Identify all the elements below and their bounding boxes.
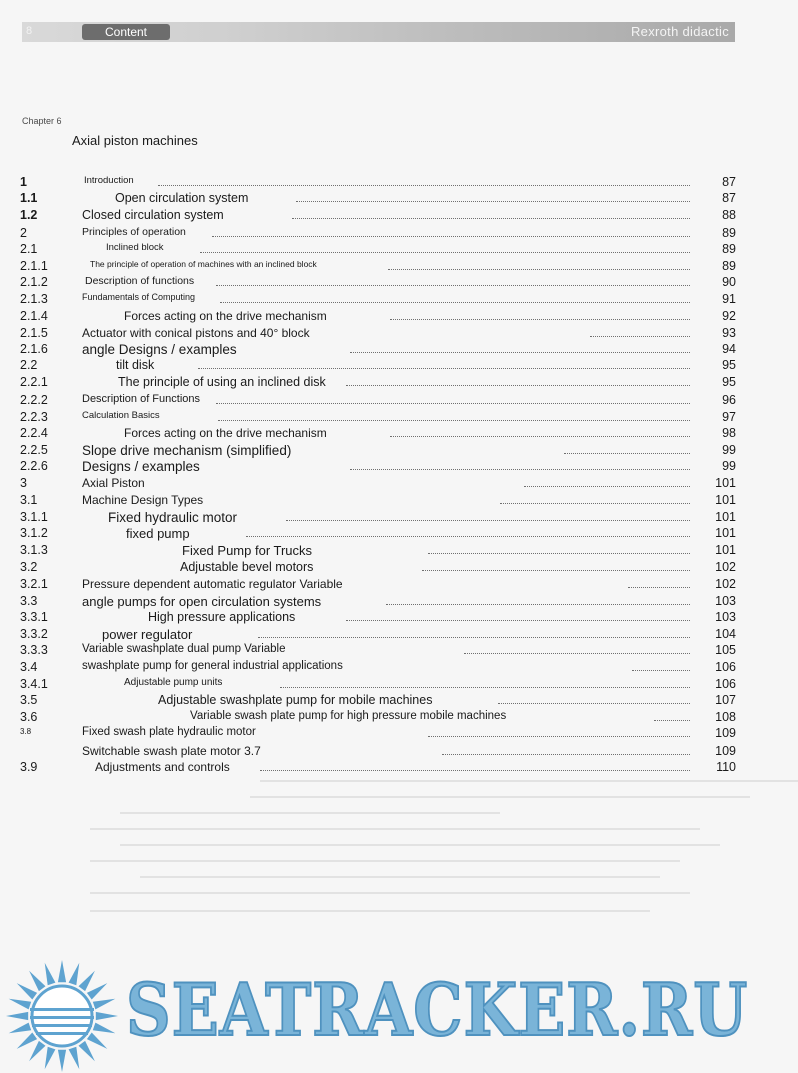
toc-entry[interactable] (0, 575, 798, 592)
toc-leader-dots (442, 754, 690, 755)
toc-entry[interactable] (0, 758, 798, 775)
toc-entry-title: Adjustable swashplate pump for mobile machines (158, 693, 433, 707)
toc-leader-dots (632, 670, 690, 671)
header-bar (22, 22, 735, 42)
toc-entry-number: 3.1 (20, 493, 38, 507)
toc-entry[interactable] (0, 491, 798, 508)
toc-entry-title: The principle of using an inclined disk (118, 375, 326, 389)
toc-entry-page: 102 (715, 577, 736, 591)
toc-entry[interactable] (0, 441, 798, 458)
toc-entry-number: 3 (20, 476, 27, 490)
page-number: 8 (26, 25, 33, 37)
toc-entry-title: Actuator with conical pistons and 40° block (82, 326, 310, 340)
toc-entry-page: 108 (715, 710, 736, 724)
toc-entry-page: 87 (722, 175, 736, 189)
toc-leader-dots (628, 587, 690, 588)
toc-entry-number: 3.1.1 (20, 510, 48, 524)
toc-entry-number: 3.3.2 (20, 627, 48, 641)
toc-entry-number: 2.2 (20, 358, 38, 372)
sun-ray (69, 1047, 80, 1070)
toc-entry-page: 109 (715, 744, 736, 758)
toc-leader-dots (350, 469, 690, 470)
toc-leader-dots (346, 385, 690, 386)
toc-leader-dots (390, 436, 690, 437)
sun-ray (79, 971, 95, 991)
toc-entry-page: 95 (722, 375, 736, 389)
toc-entry-title: Fixed swash plate hydraulic motor (82, 726, 256, 738)
toc-entry-number: 3.2.1 (20, 577, 48, 591)
toc-entry-title: Designs / examples (82, 459, 200, 474)
toc-entry-title: angle Designs / examples (82, 342, 237, 357)
toc-entry[interactable] (0, 592, 798, 609)
toc-entry[interactable] (0, 608, 798, 625)
sun-ray (87, 983, 107, 999)
tab-content[interactable]: Content (82, 24, 170, 40)
toc-entry[interactable] (0, 307, 798, 324)
toc-entry-number: 3.1.2 (20, 526, 48, 540)
toc-entry-title: Description of Functions (82, 393, 200, 405)
toc-entry-page: 101 (715, 543, 736, 557)
sun-ray (69, 963, 80, 986)
toc-entry-page: 106 (715, 677, 736, 691)
toc-entry-page: 102 (715, 560, 736, 574)
toc-entry[interactable] (0, 273, 798, 290)
toc-leader-dots (428, 553, 690, 554)
toc-entry-title: Pressure dependent automatic regulator Variable (82, 577, 343, 591)
toc-entry-page: 107 (715, 693, 736, 707)
toc-entry[interactable] (0, 224, 798, 241)
sun-ray (6, 1012, 28, 1020)
toc-leader-dots (216, 403, 690, 404)
toc-entry-page: 103 (715, 610, 736, 624)
toc-entry-number: 2.2.2 (20, 393, 48, 407)
toc-leader-dots (590, 336, 690, 337)
toc-leader-dots (158, 185, 690, 186)
toc-entry-title: Description of functions (85, 275, 195, 287)
toc-entry[interactable] (0, 257, 798, 274)
toc-entry[interactable] (0, 558, 798, 575)
toc-entry-page: 101 (715, 476, 736, 490)
toc-entry-number: 2.2.1 (20, 375, 48, 389)
sun-ray (93, 999, 116, 1010)
sun-ray (45, 963, 56, 986)
toc-entry[interactable] (0, 524, 798, 541)
toc-entry[interactable] (0, 340, 798, 357)
bleed-through-line (250, 796, 750, 798)
sun-ray (58, 1050, 66, 1072)
toc-entry-number: 2.1.6 (20, 342, 48, 356)
toc-entry[interactable] (0, 391, 798, 408)
sun-ray (9, 999, 32, 1010)
toc-leader-dots (564, 453, 690, 454)
toc-entry-page: 109 (715, 726, 736, 740)
toc-entry-title: power regulator (102, 627, 193, 642)
toc-entry[interactable] (0, 356, 798, 373)
toc-entry-number: 2.1.5 (20, 326, 48, 340)
toc-entry-number: 3.9 (20, 760, 38, 774)
toc-entry[interactable] (0, 373, 798, 390)
toc-leader-dots (198, 368, 690, 369)
toc-entry-title: High pressure applications (148, 610, 296, 624)
toc-entry-title: Introduction (84, 175, 134, 186)
toc-entry[interactable] (0, 408, 798, 425)
bleed-through-line (90, 828, 700, 830)
sun-ray (29, 971, 45, 991)
toc-entry[interactable] (0, 474, 798, 491)
bleed-through-line (90, 892, 690, 894)
toc-entry[interactable] (0, 173, 798, 190)
toc-entry-title: angle pumps for open circulation systems (82, 594, 322, 609)
toc-leader-dots (498, 703, 690, 704)
toc-entry-title: Axial Piston (82, 476, 145, 490)
brand-label: Rexroth didactic (630, 24, 729, 39)
toc-entry-title: fixed pump (126, 526, 190, 541)
sun-ray (29, 1041, 45, 1061)
toc-leader-dots (390, 319, 690, 320)
toc-entry-title: Fixed hydraulic motor (108, 510, 238, 525)
toc-leader-dots (218, 420, 690, 421)
toc-entry-title: Inclined block (106, 242, 164, 253)
sun-ray (9, 1023, 32, 1034)
toc-entry[interactable] (0, 708, 798, 725)
toc-entry[interactable] (0, 508, 798, 525)
toc-entry[interactable] (0, 324, 798, 341)
sun-ray (58, 960, 66, 982)
toc-entry-page: 94 (722, 342, 736, 356)
toc-entry-page: 89 (722, 259, 736, 273)
toc-leader-dots (200, 252, 690, 253)
toc-entry-number: 2.1.4 (20, 309, 48, 323)
toc-entry-page: 88 (722, 208, 736, 222)
toc-entry[interactable] (0, 189, 798, 206)
toc-entry[interactable] (0, 675, 798, 692)
toc-entry-number: 2.2.5 (20, 443, 48, 457)
toc-entry-title: Slope drive mechanism (simplified) (82, 443, 292, 458)
toc-leader-dots (428, 736, 690, 737)
toc-leader-dots (422, 570, 690, 571)
toc-leader-dots (500, 503, 690, 504)
toc-entry-number: 2.2.3 (20, 410, 48, 424)
toc-leader-dots (212, 236, 690, 237)
toc-entry-number: 3.5 (20, 693, 38, 707)
toc-entry-title: Adjustable bevel motors (180, 560, 314, 574)
bleed-through-line (260, 780, 798, 782)
toc-entry-page: 99 (722, 443, 736, 457)
toc-leader-dots (258, 637, 690, 638)
toc-entry-title: Adjustments and controls (95, 760, 230, 774)
toc-entry-page: 92 (722, 309, 736, 323)
toc-leader-dots (654, 720, 690, 721)
toc-leader-dots (216, 285, 690, 286)
toc-leader-dots (246, 536, 690, 537)
toc-entry-title: Principles of operation (82, 226, 186, 238)
toc-entry-number: 3.3.3 (20, 643, 48, 657)
toc-entry-page: 98 (722, 426, 736, 440)
toc-leader-dots (286, 520, 690, 521)
toc-entry[interactable] (0, 541, 798, 558)
toc-entry-page: 101 (715, 526, 736, 540)
sun-logo-icon (0, 958, 125, 1073)
toc-entry[interactable] (0, 424, 798, 441)
toc-entry-number: 3.4.1 (20, 677, 48, 691)
bleed-through-line (90, 910, 650, 912)
bleed-through-line (140, 876, 660, 878)
toc-entry[interactable] (0, 290, 798, 307)
toc-entry[interactable] (0, 625, 798, 642)
bleed-through-line (120, 844, 720, 846)
toc-entry-number: 2.2.6 (20, 459, 48, 473)
toc-entry-page: 91 (722, 292, 736, 306)
toc-leader-dots (524, 486, 690, 487)
toc-entry-title: swashplate pump for general industrial applications (82, 660, 343, 672)
toc-entry-title: Forces acting on the drive mechanism (124, 309, 327, 323)
toc-entry[interactable] (0, 742, 798, 759)
toc-leader-dots (220, 302, 690, 303)
sun-ray (96, 1012, 118, 1020)
toc-entry-title: Variable swashplate dual pump Variable (82, 643, 286, 655)
toc-entry-page: 104 (715, 627, 736, 641)
toc-entry[interactable] (0, 641, 798, 658)
toc-entry-number: 3.4 (20, 660, 38, 674)
toc-entry-page: 101 (715, 510, 736, 524)
toc-entry-number: 3.1.3 (20, 543, 48, 557)
toc-leader-dots (280, 687, 690, 688)
toc-leader-dots (350, 352, 690, 353)
toc-entry[interactable] (0, 240, 798, 257)
toc-entry-title: tilt disk (116, 358, 155, 372)
toc-leader-dots (386, 604, 690, 605)
toc-entry-title: Closed circulation system (82, 208, 224, 222)
toc-entry-title: Open circulation system (115, 191, 249, 205)
toc-leader-dots (346, 620, 690, 621)
toc-entry-title: Variable swash plate pump for high pressure mobile machines (190, 710, 507, 722)
toc-leader-dots (260, 770, 690, 771)
toc-entry-number: 3.3.1 (20, 610, 48, 624)
toc-entry-title: Fixed Pump for Trucks (182, 543, 313, 558)
toc-entry-page: 97 (722, 410, 736, 424)
chapter-title: Axial piston machines (72, 133, 198, 148)
toc-entry-title: Adjustable pump units (124, 677, 223, 688)
toc-entry-page: 105 (715, 643, 736, 657)
toc-entry-title: Fundamentals of Computing (82, 292, 196, 302)
sun-ray (45, 1047, 56, 1070)
toc-entry[interactable] (0, 658, 798, 675)
toc-leader-dots (292, 218, 690, 219)
toc-entry-number: 1.2 (20, 208, 38, 222)
toc-entry-page: 89 (722, 226, 736, 240)
toc-entry-page: 87 (722, 191, 736, 205)
bleed-through-line (90, 860, 680, 862)
watermark-wordmark: SEATRACKER.RU (126, 967, 749, 1052)
toc-entry-title: Forces acting on the drive mechanism (124, 426, 327, 440)
toc-entry[interactable] (0, 206, 798, 223)
toc-entry-page: 90 (722, 275, 736, 289)
toc-entry-number: 2 (20, 226, 27, 240)
toc-entry-page: 93 (722, 326, 736, 340)
toc-entry-page: 99 (722, 459, 736, 473)
toc-entry-page: 106 (715, 660, 736, 674)
sun-ray (17, 983, 37, 999)
toc-entry-number: 2.1.3 (20, 292, 48, 306)
chapter-label: Chapter 6 (22, 116, 62, 126)
toc-leader-dots (464, 653, 690, 654)
toc-entry-number: 3.3 (20, 594, 38, 608)
toc-leader-dots (388, 269, 690, 270)
toc-entry-page: 110 (716, 760, 736, 774)
toc-entry-title: Calculation Basics (82, 410, 160, 421)
toc-entry[interactable] (0, 691, 798, 708)
toc-entry-page: 101 (715, 493, 736, 507)
toc-entry-page: 95 (722, 358, 736, 372)
toc-entry-number: 2.1 (20, 242, 38, 256)
sun-ray (87, 1033, 107, 1049)
toc-entry[interactable] (0, 724, 798, 741)
toc-entry-title: Switchable swash plate motor 3.7 (82, 744, 261, 758)
toc-entry-number: 3.2 (20, 560, 38, 574)
toc-leader-dots (296, 201, 690, 202)
toc-entry-number: 1.1 (20, 191, 38, 205)
toc-entry-page: 103 (715, 594, 736, 608)
toc-entry-number: 2.1.1 (20, 259, 48, 273)
toc-entry-title: The principle of operation of machines with an inclined block (90, 259, 317, 269)
toc-entry-number: 3.8 (20, 727, 32, 736)
toc-entry-title: Machine Design Types (82, 493, 204, 507)
toc-entry-number: 2.1.2 (20, 275, 48, 289)
sun-ray (17, 1033, 37, 1049)
toc-entry-number: 1 (20, 175, 27, 189)
toc-entry-number: 3.6 (20, 710, 38, 724)
sun-ray (79, 1041, 95, 1061)
bleed-through-line (120, 812, 500, 814)
toc-entry-number: 2.2.4 (20, 426, 48, 440)
toc-entry-page: 96 (722, 393, 736, 407)
toc-entry[interactable] (0, 457, 798, 474)
sun-ray (93, 1023, 116, 1034)
toc-entry-page: 89 (722, 242, 736, 256)
